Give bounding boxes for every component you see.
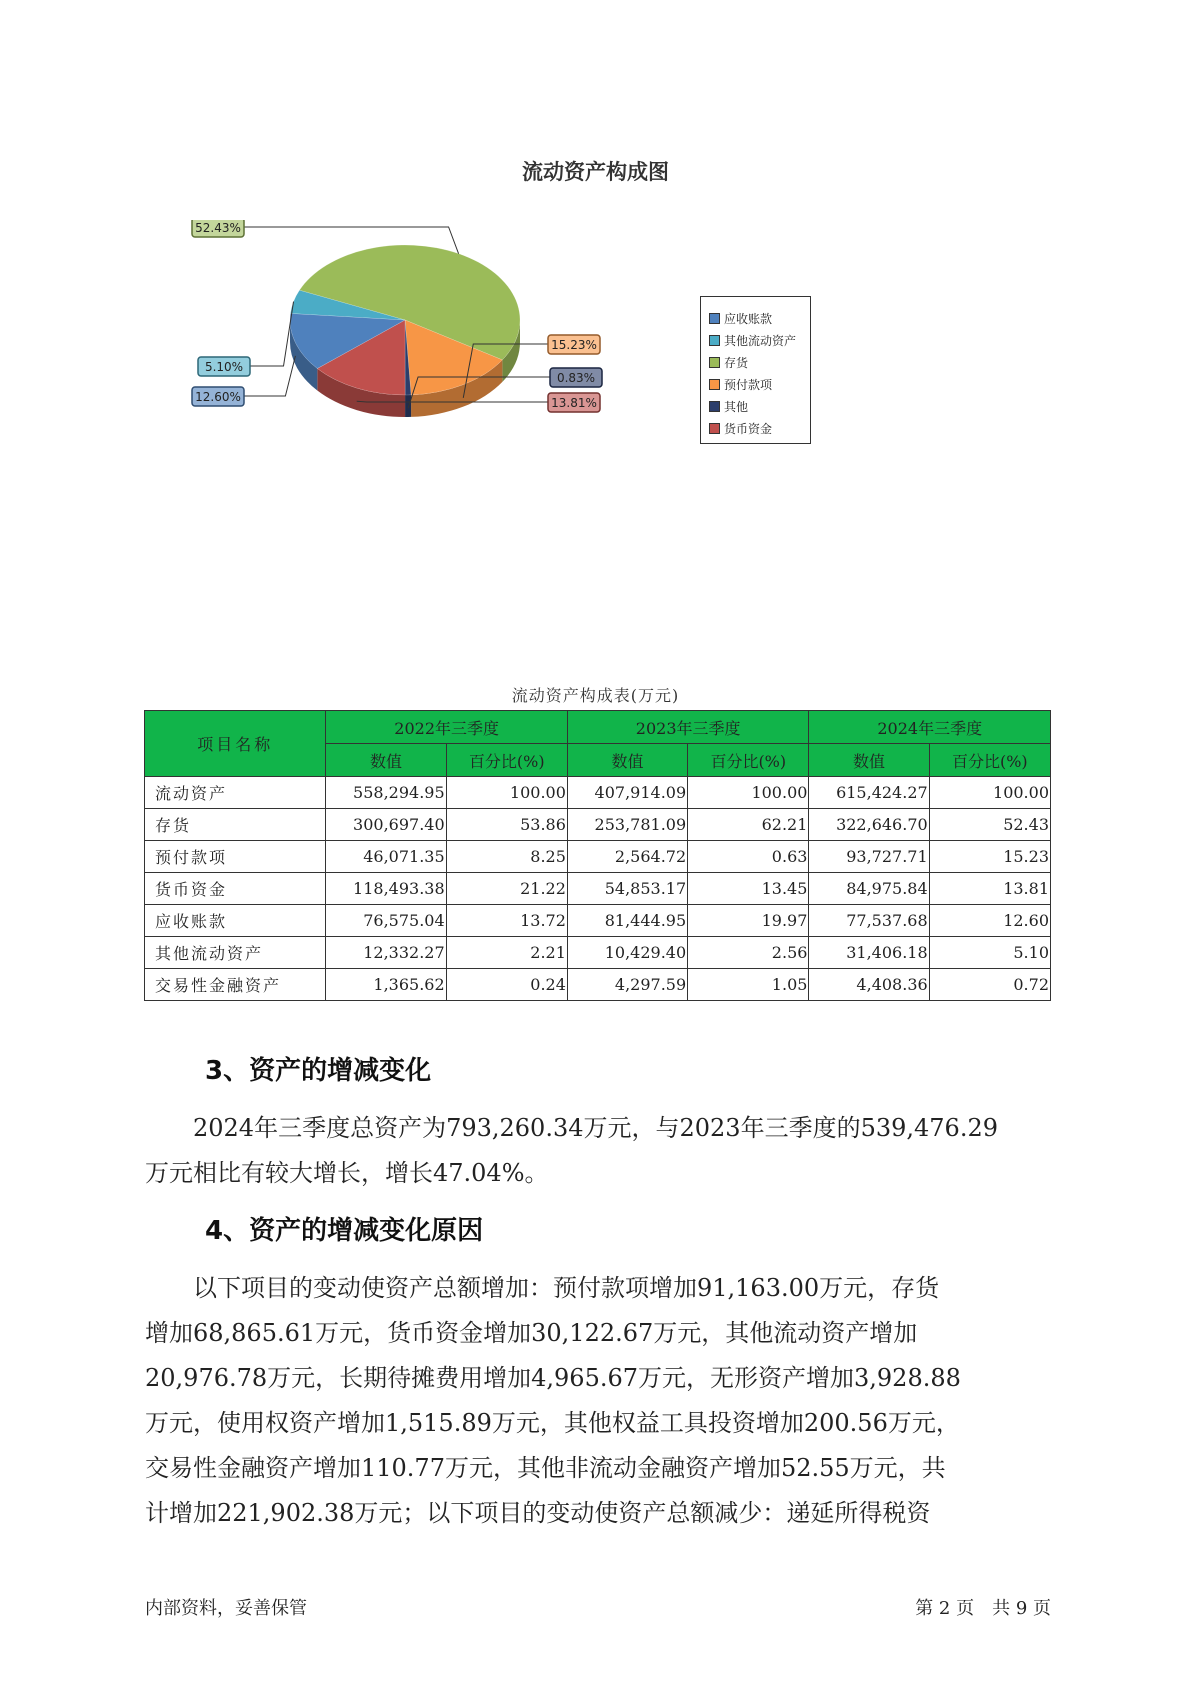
header-percent: 百分比(%)	[446, 744, 567, 777]
paragraph-line: 万元相比有较大增长，增长47.04%。	[145, 1159, 549, 1187]
row-value-cell: 93,727.71	[809, 841, 929, 873]
row-value-cell: 4,408.36	[809, 969, 929, 1001]
row-item-name: 存货	[145, 809, 326, 841]
table-row	[145, 873, 1051, 905]
legend-label: 预付款项	[724, 377, 773, 392]
row-value-cell: 46,071.35	[326, 841, 446, 873]
header-percent: 百分比(%)	[688, 744, 809, 777]
row-percent-cell: 13.72	[446, 905, 567, 937]
row-value-cell: 615,424.27	[809, 777, 929, 809]
paragraph-line: 交易性金融资产增加110.77万元，其他非流动金融资产增加52.55万元，共	[145, 1454, 946, 1482]
row-item-name: 应收账款	[145, 905, 326, 937]
row-percent-cell: 13.45	[688, 873, 809, 905]
legend-item	[709, 373, 810, 395]
row-value-cell: 300,697.40	[326, 809, 446, 841]
chart-title: 流动资产构成图	[522, 160, 669, 184]
row-value-cell: 322,646.70	[809, 809, 929, 841]
header-item-name: 项目名称	[145, 711, 326, 777]
current-assets-table	[144, 710, 1051, 1001]
paragraph-line: 万元，使用权资产增加1,515.89万元，其他权益工具投资增加200.56万元，	[145, 1409, 960, 1437]
row-percent-cell: 2.56	[688, 937, 809, 969]
row-percent-cell: 5.10	[929, 937, 1050, 969]
chart-legend	[700, 296, 811, 444]
legend-swatch	[709, 423, 720, 434]
row-value-cell: 76,575.04	[326, 905, 446, 937]
row-value-cell: 81,444.95	[567, 905, 687, 937]
paragraph-line: 计增加221,902.38万元；以下项目的变动使资产总额减少：递延所得税资	[145, 1499, 931, 1527]
legend-item	[709, 417, 810, 439]
table-row	[145, 937, 1051, 969]
header-period-2023: 2023年三季度	[567, 711, 809, 744]
table-row	[145, 777, 1051, 809]
row-percent-cell: 13.81	[929, 873, 1050, 905]
legend-swatch	[709, 357, 720, 368]
row-value-cell: 54,853.17	[567, 873, 687, 905]
row-percent-cell: 100.00	[446, 777, 567, 809]
row-value-cell: 31,406.18	[809, 937, 929, 969]
legend-item	[709, 395, 810, 417]
row-item-name: 其他流动资产	[145, 937, 326, 969]
row-percent-cell: 0.72	[929, 969, 1050, 1001]
pie-data-label: 52.43%	[195, 221, 241, 235]
pie-chart	[190, 220, 660, 460]
pie-data-label: 5.10%	[204, 360, 244, 374]
row-percent-cell: 12.60	[929, 905, 1050, 937]
paragraph-line: 2024年三季度总资产为793,260.34万元，与2023年三季度的539,476.29	[145, 1114, 998, 1142]
legend-label: 其他	[724, 399, 749, 414]
paragraph-line: 增加68,865.61万元，货币资金增加30,122.67万元，其他流动资产增加	[145, 1319, 918, 1347]
row-percent-cell: 15.23	[929, 841, 1050, 873]
footer-confidential: 内部资料，妥善保管	[145, 1598, 307, 1619]
paragraph-line: 20,976.78万元，长期待摊费用增加4,965.67万元，无形资产增加3,928.88	[145, 1364, 961, 1392]
row-percent-cell: 100.00	[929, 777, 1050, 809]
section-4-heading: 4、资产的增减变化原因	[205, 1216, 484, 1246]
row-value-cell: 1,365.62	[326, 969, 446, 1001]
pie-data-label: 13.81%	[551, 396, 597, 410]
row-item-name: 流动资产	[145, 777, 326, 809]
section-3-paragraph	[145, 1106, 1070, 1196]
row-percent-cell: 0.63	[688, 841, 809, 873]
header-period-2024: 2024年三季度	[809, 711, 1051, 744]
table-caption: 流动资产构成表(万元)	[511, 686, 680, 705]
pie-data-label: 0.83%	[556, 371, 596, 385]
row-item-name: 货币资金	[145, 873, 326, 905]
row-percent-cell: 19.97	[688, 905, 809, 937]
header-period-2022: 2022年三季度	[326, 711, 568, 744]
row-value-cell: 12,332.27	[326, 937, 446, 969]
row-value-cell: 118,493.38	[326, 873, 446, 905]
row-percent-cell: 100.00	[688, 777, 809, 809]
table-row	[145, 905, 1051, 937]
legend-item	[709, 351, 810, 373]
row-value-cell: 407,914.09	[567, 777, 687, 809]
table-row	[145, 969, 1051, 1001]
row-percent-cell: 53.86	[446, 809, 567, 841]
legend-label: 其他流动资产	[724, 333, 797, 348]
header-value: 数值	[567, 744, 687, 777]
row-value-cell: 4,297.59	[567, 969, 687, 1001]
pie-slice-side	[405, 395, 411, 417]
row-percent-cell: 2.21	[446, 937, 567, 969]
row-item-name: 交易性金融资产	[145, 969, 326, 1001]
row-value-cell: 77,537.68	[809, 905, 929, 937]
table-row	[145, 809, 1051, 841]
row-value-cell: 558,294.95	[326, 777, 446, 809]
row-value-cell: 253,781.09	[567, 809, 687, 841]
footer-page-number: 第 2 页 共 9 页	[915, 1598, 1051, 1619]
row-percent-cell: 8.25	[446, 841, 567, 873]
legend-label: 货币资金	[724, 421, 773, 436]
header-value: 数值	[809, 744, 929, 777]
pie-data-label: 12.60%	[195, 390, 241, 404]
legend-swatch	[709, 313, 720, 324]
pie-leader-line	[244, 356, 295, 396]
legend-item	[709, 329, 810, 351]
section-3-heading: 3、资产的增减变化	[205, 1056, 432, 1086]
row-value-cell: 2,564.72	[567, 841, 687, 873]
legend-swatch	[709, 335, 720, 346]
pie-data-label: 15.23%	[551, 338, 597, 352]
legend-label: 应收账款	[724, 311, 773, 326]
section-4-paragraph	[145, 1266, 1070, 1536]
legend-item	[709, 307, 810, 329]
row-percent-cell: 1.05	[688, 969, 809, 1001]
row-percent-cell: 62.21	[688, 809, 809, 841]
row-value-cell: 10,429.40	[567, 937, 687, 969]
row-percent-cell: 52.43	[929, 809, 1050, 841]
row-percent-cell: 0.24	[446, 969, 567, 1001]
legend-swatch	[709, 379, 720, 390]
row-percent-cell: 21.22	[446, 873, 567, 905]
legend-label: 存货	[724, 355, 749, 370]
row-item-name: 预付款项	[145, 841, 326, 873]
legend-swatch	[709, 401, 720, 412]
header-value: 数值	[326, 744, 446, 777]
row-value-cell: 84,975.84	[809, 873, 929, 905]
paragraph-line: 以下项目的变动使资产总额增加：预付款项增加91,163.00万元，存货	[145, 1274, 940, 1302]
header-percent: 百分比(%)	[929, 744, 1050, 777]
table-row	[145, 841, 1051, 873]
pie-leader-line	[250, 302, 294, 366]
